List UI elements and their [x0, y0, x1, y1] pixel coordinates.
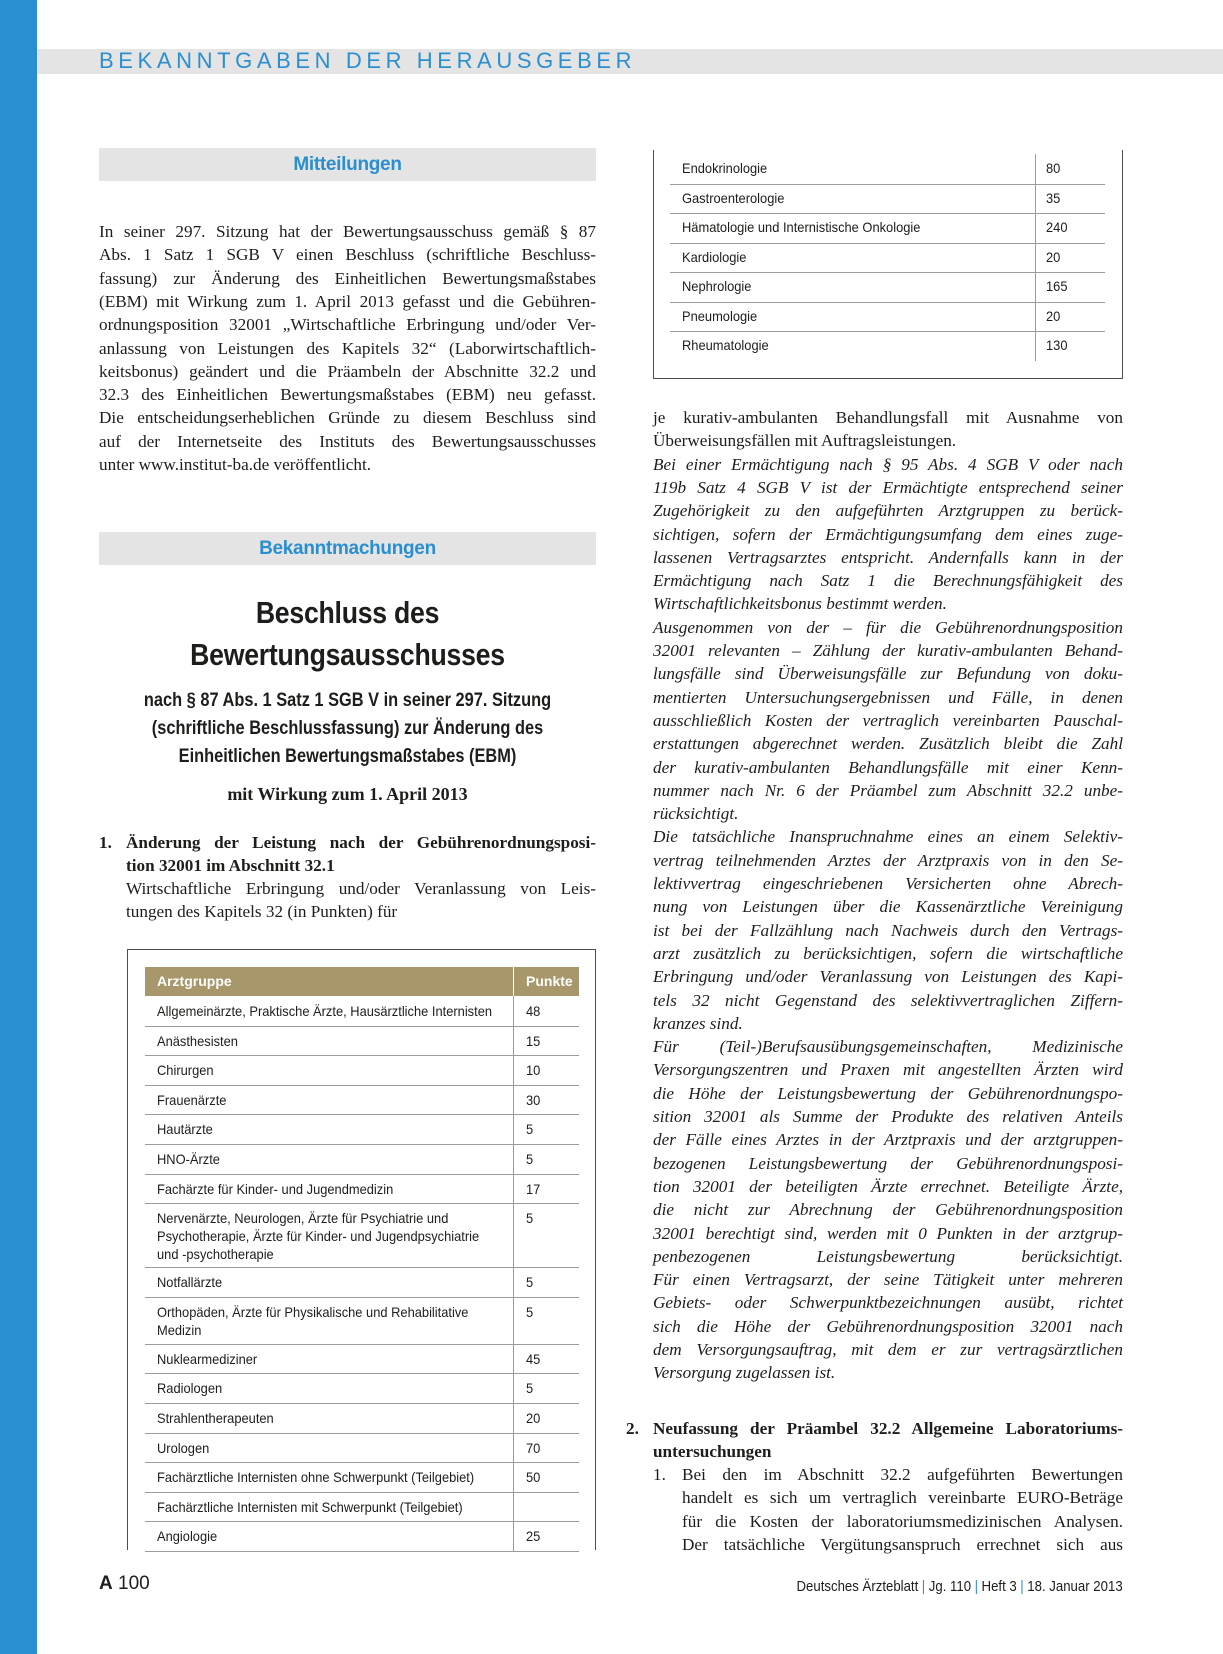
column-header-arztgruppe: Arztgruppe	[157, 973, 232, 989]
right-column-italic-line: 119b Satz 4 SGB V ist der Ermächtigte entsprechend seiner	[653, 477, 1123, 497]
table-column-divider	[513, 1433, 514, 1463]
table-cell-group: Rheumatologie	[682, 337, 769, 353]
right-column-italic-line: sichtigen, sofern der Ermächtigungsumfang dem eines zuge-	[653, 524, 1123, 544]
table-cell-group: Frauenärzte	[157, 1091, 227, 1108]
table-cell-group: Urologen	[157, 1439, 210, 1456]
item2-sub-line: Der tatsächliche Vergütungsanspruch errechnet sich aus	[682, 1534, 1123, 1554]
page-number	[99, 1572, 150, 1596]
mitteilungen-body-line: (EBM) mit Wirkung zum 1. April 2013 gefasst und die Gebühren-	[99, 291, 596, 311]
right-column-italic-line: nummer nach Nr. 6 der Präambel zum Abschnitt 32.2 unbe-	[653, 780, 1123, 800]
right-column-italic-line: nung von Leistungen über die Kassenärztliche Vereinigung	[653, 897, 1123, 917]
table-cell-group: Kardiologie	[682, 248, 747, 265]
table-column-divider	[513, 1114, 514, 1144]
right-column-italic-line: Gebiets- oder Schwerpunktbezeichnungen ausübt, richtet	[653, 1293, 1123, 1313]
table-row-divider	[670, 331, 1105, 332]
right-column-italic-line: bezogenen Leistungsbewertung der Gebührenordnungsposi-	[653, 1153, 1123, 1173]
mitteilungen-body-line: ordnungsposition 32001 „Wirtschaftliche Erbringung und/oder Ver-	[99, 315, 596, 335]
table-column-divider	[1035, 243, 1036, 273]
table-row-divider	[145, 1551, 579, 1552]
headline-line-1: Beschluss des	[255, 595, 440, 630]
table-cell-points: 35	[1046, 189, 1061, 206]
table-row-divider	[670, 302, 1105, 303]
header-divider	[513, 967, 514, 996]
table-cell-points: 45	[526, 1350, 541, 1367]
table-cell-points: 20	[1046, 307, 1061, 324]
table-cell-group: Chirurgen	[157, 1062, 214, 1079]
mitteilungen-body-line: 32.3 des Einheitlichen Bewertungsmaßstabes (EBM) neu gefasst.	[99, 385, 596, 405]
table-cell-group: Allgemeinärzte, Praktische Ärzte, Hausärztliche Internisten	[157, 1003, 493, 1019]
headline-line-2: Bewertungsausschusses	[190, 637, 505, 672]
right-column-italic-line: der Fälle eines Arztes in der Arztpraxis und der arztgruppen-	[653, 1130, 1123, 1150]
right-column-italic-line: Erbringung und/oder Veranlassung von Leistungen des Kapi-	[653, 967, 1123, 987]
table-column-divider	[513, 1144, 514, 1174]
table-cell-points: 48	[526, 1003, 541, 1019]
table-cell-group: Fachärztliche Internisten mit Schwerpunkt (Teilgebiet)	[157, 1498, 463, 1515]
page-number-value: 100	[118, 1573, 150, 1594]
table-cell-group: Nervenärzte, Neurologen, Ärzte für Psychiatrie und	[157, 1210, 449, 1227]
table-column-divider	[513, 1267, 514, 1297]
mitteilungen-body-line: keitsbonus) geändert und die Präambeln der Abschnitte 32.2 und	[99, 361, 596, 381]
table-cell-group: Medizin	[157, 1321, 202, 1338]
item1-text-line-1: Wirtschaftliche Erbringung und/oder Veranlassung von Leis-	[126, 879, 596, 898]
table-cell-points: 20	[526, 1410, 541, 1426]
table-cell-group: Strahlentherapeuten	[157, 1410, 274, 1426]
right-column-italic-line: Für (Teil-)Berufsausübungsgemeinschaften, Medizinische	[653, 1037, 1123, 1057]
table-cell-points: 10	[526, 1062, 541, 1079]
item1-heading-line-1: Änderung der Leistung nach der Gebührenordnungsposi-	[126, 833, 596, 852]
table-column-divider	[1035, 154, 1036, 184]
mitteilungen-body-line: Abs. 1 Satz 1 SGB V einen Beschluss (schriftliche Beschluss-	[99, 245, 596, 265]
table-cell-points: 130	[1046, 337, 1068, 353]
table-column-divider	[513, 1521, 514, 1551]
right-column-italic-line: die Höhe der Leistungsbewertung der Gebührenordnungspo-	[653, 1083, 1123, 1103]
table-cell-group: Hautärzte	[157, 1121, 213, 1138]
right-column-italic-line: Zugehörigkeit zu den aufgeführten Arztgruppen zu berück-	[653, 501, 1123, 521]
item2-sub-line: Bei den im Abschnitt 32.2 aufgeführten Bewertungen	[682, 1465, 1123, 1484]
table-cell-group: Psychotherapie, Ärzte für Kinder- und Jugendpsychiatrie	[157, 1228, 480, 1245]
table-cell-group: Hämatologie und Internistische Onkologie	[682, 219, 921, 235]
right-column-italic-line: sition 32001 als Summe der Produkte des relativen Anteils	[653, 1107, 1123, 1126]
journal-date: 18. Januar 2013	[1027, 1578, 1123, 1595]
item2-number: 2.	[626, 1419, 639, 1438]
table-cell-group: Orthopäden, Ärzte für Physikalische und Rehabilitative	[157, 1303, 469, 1320]
right-column-italic-line: rücksichtigt.	[653, 804, 739, 824]
mitteilungen-body-line: Die entscheidungserheblichen Gründe zu diesem Beschluss sind	[99, 408, 596, 428]
table-column-divider	[513, 1174, 514, 1204]
table-cell-group: HNO-Ärzte	[157, 1151, 220, 1167]
table-cell-group: Endokrinologie	[682, 160, 768, 176]
table-row-divider	[670, 184, 1105, 185]
table-cell-group: Nuklearmediziner	[157, 1350, 258, 1367]
right-column-italic-line: ausschließlich Kosten der vertraglich vereinbarten Pauschal-	[653, 710, 1123, 730]
table-cell-points: 50	[526, 1469, 541, 1486]
mitteilungen-body-line: fassung) zur Änderung des Einheitlichen Bewertungsmaßstabes	[99, 268, 596, 288]
page-prefix: A	[99, 1573, 113, 1594]
table-cell-points: 5	[526, 1303, 534, 1320]
right-column-italic-line: Ausgenommen von der – für die Gebührenordnungsposition	[653, 617, 1123, 637]
right-body-line: Überweisungsfällen mit Auftragsleistungen.	[653, 431, 957, 451]
table-cell-group: Notfallärzte	[157, 1274, 223, 1291]
right-column-italic-line: ist bei der Fallzählung nach Nachweis durch den Vertrags-	[653, 920, 1123, 940]
table-cell-points: 70	[526, 1439, 541, 1456]
table-cell-points: 15	[526, 1032, 541, 1049]
right-column-italic-line: die nicht zur Abrechnung der Gebührenordnungsposition	[653, 1200, 1123, 1220]
right-column-italic-line: 32001 berechtigt sind, werden mit 0 Punkten in der arztgrup-	[653, 1223, 1123, 1243]
right-column-italic-line: Für einen Vertragsarzt, der seine Tätigkeit unter mehreren	[653, 1270, 1123, 1290]
right-column-italic-line: Die tatsächliche Inanspruchnahme eines an einem Selektiv-	[653, 827, 1123, 847]
table-column-divider	[1035, 272, 1036, 302]
table-cell-group: Pneumologie	[682, 307, 758, 324]
table-cell-points: 5	[526, 1121, 534, 1138]
section-header: BEKANNTGABEN DER HERAUSGEBER	[99, 48, 637, 73]
right-column-italic-line: vertrag teilnehmenden Arztes der Arztpraxis von in den Se-	[653, 850, 1123, 870]
right-column-italic-line: kranzes sind.	[653, 1013, 743, 1033]
table-cell-group: Fachärzte für Kinder- und Jugendmedizin	[157, 1180, 394, 1197]
mitteilungen-body-line: unter www.institut-ba.de veröffentlicht.	[99, 455, 372, 474]
right-column-italic-line: mentierten Untersuchungsergebnissen und Fälle, in denen	[653, 687, 1123, 707]
table-column-divider	[513, 1026, 514, 1056]
table-column-divider	[513, 1297, 514, 1344]
subhead-line-3: Einheitlichen Bewertungsmaßstabes (EBM)	[178, 745, 517, 767]
journal-volume: Jg. 110	[929, 1578, 972, 1595]
right-column-italic-line: 32001 relevanten – Zählung der kurativ-ambulanten Behand-	[653, 641, 1123, 660]
table-column-divider	[513, 996, 514, 1026]
table-cell-group: Anästhesisten	[157, 1032, 238, 1049]
item1-number: 1.	[99, 833, 112, 852]
table-cell-points: 80	[1046, 160, 1061, 176]
subhead-line-1: nach § 87 Abs. 1 Satz 1 SGB V in seiner 297. Sitzung	[143, 689, 552, 711]
table-cell-points: 240	[1046, 219, 1068, 235]
table-column-divider	[1035, 213, 1036, 243]
right-column-italic-line: der kurativ-ambulanten Behandlungsfälle mit einer Kenn-	[653, 757, 1123, 777]
right-column-italic-line: arzt zusätzlich zu berücksichtigen, sofern die wirtschaftliche	[653, 943, 1123, 963]
right-column-italic-line: Versorgung zugelassen ist.	[653, 1363, 836, 1383]
item2-sub-number: 1.	[653, 1465, 666, 1484]
table-cell-points: 17	[526, 1180, 541, 1197]
mitteilungen-body-line: In seiner 297. Sitzung hat der Bewertungsausschuss gemäß § 87	[99, 222, 596, 241]
right-column-italic-line: dem Versorgungsauftrag, mit dem er zur vertragsärztlichen	[653, 1340, 1123, 1359]
mitteilungen-title: Mitteilungen	[99, 148, 596, 181]
item2-heading-line-2: untersuchungen	[653, 1442, 772, 1461]
table-cell-points: 165	[1046, 278, 1068, 294]
table-column-divider	[513, 1492, 514, 1522]
right-column-italic-line: lassenen Vertragsarztes entspricht. Andernfalls kann in der	[653, 547, 1123, 567]
mitteilungen-body-line: auf der Internetseite des Instituts des Bewertungsausschusses	[99, 431, 596, 451]
item2-heading-line-1: Neufassung der Präambel 32.2 Allgemeine Laboratoriums-	[653, 1419, 1123, 1438]
item1-text-line-2: tungen des Kapitels 32 (in Punkten) für	[126, 902, 398, 921]
table-column-divider	[513, 1373, 514, 1403]
journal-name: Deutsches Ärzteblatt	[796, 1578, 919, 1595]
table-row-divider	[670, 243, 1105, 244]
table-cell-points: 5	[526, 1151, 534, 1167]
subhead-line-2: (schriftliche Beschlussfassung) zur Änderung des	[151, 717, 544, 739]
table-cell-group: Fachärztliche Internisten ohne Schwerpunkt (Teilgebiet)	[157, 1469, 475, 1486]
blue-sidebar-stripe	[0, 0, 37, 1654]
right-body-line: je kurativ-ambulanten Behandlungsfall mit Ausnahme von	[653, 408, 1123, 427]
table-cell-group: und -psychotherapie	[157, 1246, 274, 1263]
table-column-divider	[513, 1203, 514, 1267]
table-column-divider	[513, 1055, 514, 1085]
item2-sub-line: handelt es sich um vertraglich vereinbarte EURO-Beträge	[682, 1488, 1123, 1508]
item1-heading-line-2: tion 32001 im Abschnitt 32.1	[126, 856, 335, 875]
table-row-divider	[670, 213, 1105, 214]
journal-footer: Deutsches Ärzteblatt | Jg. 110 | Heft 3 | 18. Januar 2013	[796, 1578, 1123, 1595]
right-column-italic-line: lektivvertrag eingeschriebenen Versicherten ohne Abrech-	[653, 874, 1123, 893]
right-column-italic-line: sich die Höhe der Gebührenordnungsposition 32001 nach	[653, 1316, 1123, 1336]
right-column-italic-line: Ermächtigung nach Satz 1 die Berechnungsfähigkeit des	[653, 571, 1123, 591]
table-column-divider	[1035, 302, 1036, 332]
right-column-italic-line: lungsfälle sind Überweisungsfälle zur Befundung von doku-	[653, 664, 1123, 684]
table-column-divider	[1035, 331, 1036, 361]
journal-issue: Heft 3	[981, 1578, 1018, 1595]
table-column-divider	[513, 1403, 514, 1433]
right-column-italic-line: Bei einer Ermächtigung nach § 95 Abs. 4 SGB V oder nach	[653, 454, 1123, 474]
table-cell-points: 20	[1046, 248, 1061, 265]
bekanntmachungen-title: Bekanntmachungen	[99, 532, 596, 565]
table-row-divider	[670, 272, 1105, 273]
table-column-divider	[513, 1085, 514, 1115]
mitteilungen-body-line: anlassung von Leistungen des Kapitels 32“ (Laborwirtschaftlich-	[99, 338, 596, 358]
right-column-italic-line: Versorgungszentren und Praxen mit angestellten Ärzten wird	[653, 1060, 1123, 1080]
table-cell-points: 5	[526, 1210, 534, 1227]
right-column-italic-line: penbezogenen Leistungsbewertung berücksichtigt.	[653, 1246, 1123, 1266]
table-cell-group: Angiologie	[157, 1528, 218, 1545]
item2-sub-line: für die Kosten der laboratoriumsmedizinischen Analysen.	[682, 1511, 1123, 1531]
table-column-divider	[513, 1344, 514, 1374]
table-cell-group: Gastroenterologie	[682, 189, 785, 206]
column-header-punkte: Punkte	[526, 973, 573, 989]
effective-date: mit Wirkung zum 1. April 2013	[227, 784, 468, 804]
table-cell-points: 30	[526, 1091, 541, 1108]
table-column-divider	[513, 1462, 514, 1492]
table-cell-points: 25	[526, 1528, 541, 1545]
table-column-divider	[1035, 184, 1036, 214]
right-column-italic-line: erstattungen abgerechnet werden. Zusätzlich bleibt die Zahl	[653, 734, 1123, 754]
right-column-italic-line: tion 32001 der beteiligten Ärzte errechnet. Beteiligte Ärzte,	[653, 1176, 1123, 1196]
table-cell-points: 5	[526, 1380, 534, 1397]
right-column-italic-line: tels 32 nicht Gegenstand des selektivvertraglichen Ziffern-	[653, 990, 1123, 1010]
right-column-italic-line: Wirtschaftlichkeitsbonus bestimmt werden.	[653, 594, 947, 614]
table-cell-group: Nephrologie	[682, 278, 752, 294]
table-cell-group: Radiologen	[157, 1380, 223, 1397]
table-cell-points: 5	[526, 1274, 534, 1291]
